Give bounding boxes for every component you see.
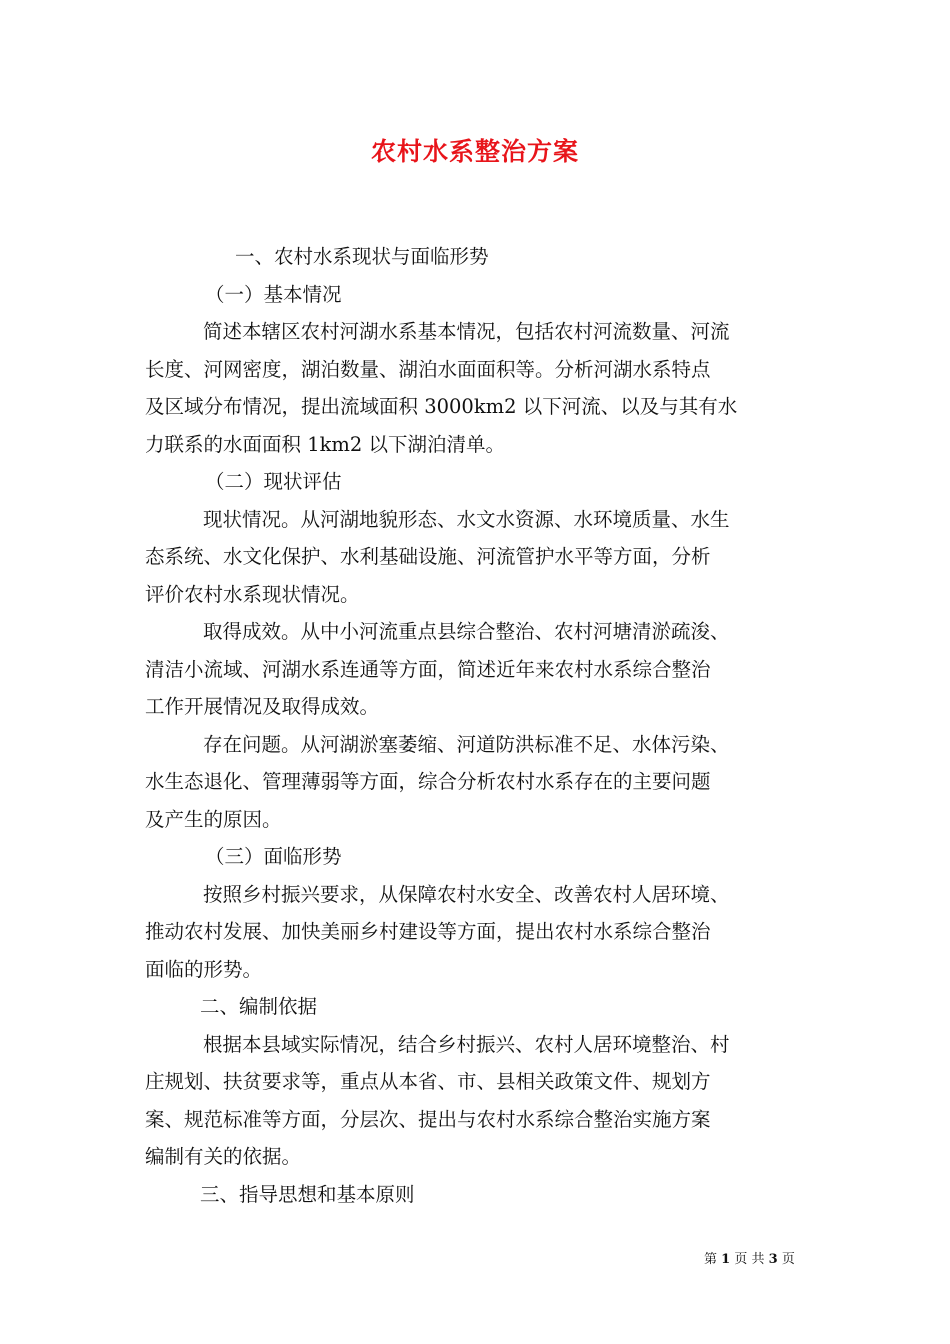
page-number-footer <box>704 1248 795 1267</box>
paragraph-line: 按照乡村振兴要求，从保障农村水安全、改善农村人居环境、 <box>203 882 730 906</box>
paragraph-line: 案、规范标准等方面，分层次、提出与农村水系综合整治实施方案 <box>145 1107 711 1131</box>
paragraph-line: 及区域分布情况，提出流域面积 3000km2 以下河流、以及与其有水 <box>145 395 738 418</box>
footer-prefix: 第 <box>704 1252 718 1267</box>
paragraph-line: 长度、河网密度，湖泊数量、湖泊水面面积等。分析河湖水系特点 <box>145 357 711 381</box>
subsection-heading-situation: （三）面临形势 <box>205 845 342 868</box>
paragraph-line: 庄规划、扶贫要求等，重点从本省、市、县相关政策文件、规划方 <box>145 1070 711 1093</box>
paragraph-line: 简述本辖区农村河湖水系基本情况，包括农村河流数量、河流 <box>203 320 730 343</box>
paragraph-line: 力联系的水面面积 1km2 以下湖泊清单。 <box>145 432 506 456</box>
paragraph-line: 面临的形势。 <box>145 957 263 981</box>
total-pages-number: 3 <box>768 1252 778 1267</box>
document-title: 农村水系整治方案 <box>370 137 579 166</box>
paragraph-line: 存在问题。从河湖淤塞萎缩、河道防洪标准不足、水体污染、 <box>203 732 730 756</box>
current-page-number: 1 <box>721 1252 731 1267</box>
footer-suffix: 页 <box>781 1252 795 1267</box>
paragraph-line: 评价农村水系现状情况。 <box>145 582 360 606</box>
paragraph-line: 清洁小流域、河湖水系连通等方面，简述近年来农村水系综合整治 <box>145 657 711 681</box>
section-heading-2: 二、编制依据 <box>200 995 318 1018</box>
paragraph-line: 编制有关的依据。 <box>145 1145 302 1168</box>
paragraph-line: 工作开展情况及取得成效。 <box>145 695 380 718</box>
section-heading-1: 一、农村水系现状与面临形势 <box>235 245 489 268</box>
section-heading-3: 三、指导思想和基本原则 <box>200 1182 415 1206</box>
subsection-heading-basic: （一）基本情况 <box>205 282 342 306</box>
paragraph-line: 水生态退化、管理薄弱等方面，综合分析农村水系存在的主要问题 <box>145 770 711 793</box>
paragraph-line: 推动农村发展、加快美丽乡村建设等方面，提出农村水系综合整治 <box>145 920 711 943</box>
subsection-heading-assessment: （二）现状评估 <box>205 470 342 493</box>
paragraph-line: 及产生的原因。 <box>145 807 282 831</box>
footer-middle: 页 共 <box>734 1252 765 1267</box>
paragraph-line: 现状情况。从河湖地貌形态、水文水资源、水环境质量、水生 <box>203 507 730 531</box>
document-body <box>145 238 805 1213</box>
paragraph-line: 取得成效。从中小河流重点县综合整治、农村河塘清淤疏浚、 <box>203 620 730 643</box>
paragraph-line: 根据本县域实际情况，结合乡村振兴、农村人居环境整治、村 <box>203 1032 730 1056</box>
paragraph-line: 态系统、水文化保护、水利基础设施、河流管护水平等方面，分析 <box>145 545 711 568</box>
